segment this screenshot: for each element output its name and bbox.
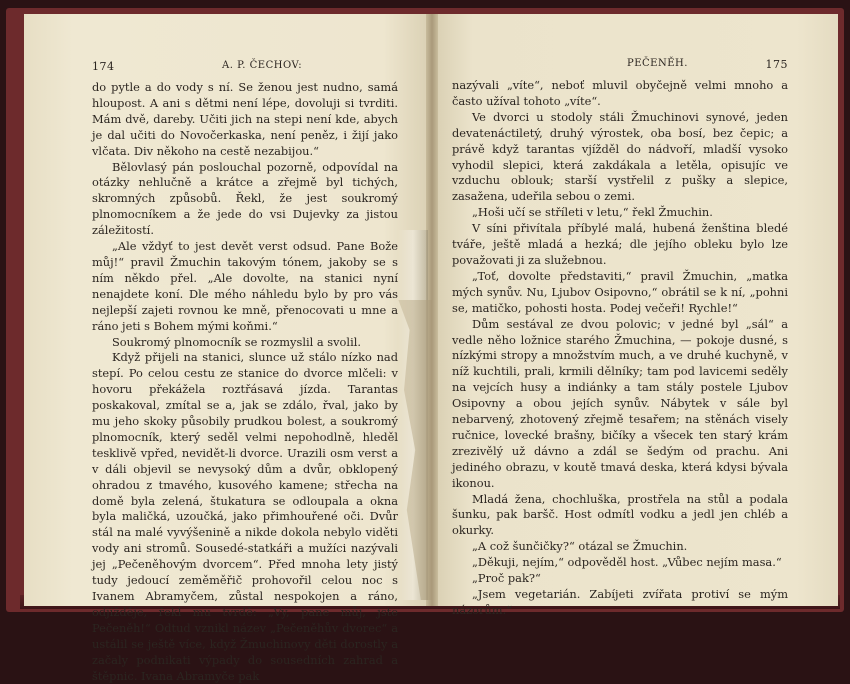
left-page bbox=[24, 14, 432, 683]
paragraph: Bělovlasý pán poslouchal pozorně, odpovídal na otázky nehlučně a krátce a zřejmě byl tichých, skromných způsobů. Řekl, že jest soukromý plnomocníkem a že jede do vsi Dujevky za jistou záležitostí. bbox=[92, 159, 398, 238]
paragraph: „A což šunčičky?“ otázal se Žmuchin. bbox=[472, 539, 688, 554]
paragraph: „Proč pak?“ bbox=[472, 571, 541, 586]
right-running-head: PEČENĚH. bbox=[627, 58, 688, 69]
right-page-number: 175 bbox=[765, 58, 788, 71]
paragraph: Ve dvorci u stodoly stáli Žmuchinovi synové, jeden devatenáctiletý, druhý výrostek, oba bosí, bez čepic; a právě když tarantas vjížděl do nádvoří, mladší vysoko vyhodil slepici, která zakdákala a letěla, opisujíc ve vzduchu oblouk; starší vystřelil z pušky a slepice, zasažena, udeřila sebou o zemi. bbox=[452, 109, 788, 204]
paragraph: Když přijeli na stanici, slunce už stálo nízko nad stepí. Po celou cestu ze stanice do dvorce mlčeli: v hovoru překážela roztřásavá jízda. Tarantas poskakoval, zmítal se a, jak se zdálo, řval, jako by mu jeho skoky působily prudkou bolest, a soukromý plnomocník, který seděl velmi nepohodlně, hleděl tesklivě vpřed, nevidět-li dvorce. Urazili osm verst a v dáli objevil se nevysoký dům a dvůr, obklopený ohradou z tmavého, kusového kamene; střecha na domě byla zelená, štukatura se odloupala a okna byla maličká, uzoučká, jako přimhouřené oči. Dvůr stál na malé vyvýšenině a nikde dokola nebylo viděti vody ani stromů. Sousedé-statkáři a mužíci nazývali jej „Pečeněhovým dvorcem“. Před mnoha lety jistý tudy jedoucí zeměměřič prohovořil celou noc s Ivanem Abramyčem, zůstal nespokojen a ráno, odjížděje, řekl mu tvrdě: „Vy, pane můj, jste Pečeněh!“ Odtud vznikl název „Pečeněhův dvorec“ a ustálil se ještě více, když Žmuchinovy děti dorostly a začaly podnikati výpady do sousedních zahrad a štěpnic. Ivana Abramyče pak bbox=[92, 350, 398, 683]
left-page-header bbox=[92, 60, 398, 74]
paragraph: „Hoši učí se stříleti v letu,“ řekl Žmuchin. bbox=[472, 205, 713, 220]
paragraph: V síni přivítala příbylé malá, hubená ženština bledé tváře, ještě mladá a hezká; dle jejího obleku bylo lze považovati ji za služebnou. bbox=[452, 221, 788, 267]
left-running-head: A. P. ČECHOV: bbox=[222, 60, 303, 71]
paragraph: do pytle a do vody s ní. Se ženou jest nudno, samá hloupost. A ani s dětmi není lépe, dovoluji si tvrditi. Mám dvě, dareby. Učiti jich na stepi není kde, abych je dal učiti do Novočerkaska, není peněz, i žijí jako vlčata. Div někoho na cestě nezabijou.“ bbox=[92, 80, 398, 158]
right-page bbox=[432, 14, 838, 617]
paragraph: Soukromý plnomocník se rozmyslil a svolil. bbox=[112, 334, 361, 349]
left-page-text bbox=[92, 80, 398, 684]
right-page-header bbox=[452, 58, 788, 72]
paragraph: nazývali „víte“, neboť mluvil obyčejně velmi mnoho a často užíval tohoto „víte“. bbox=[452, 78, 788, 108]
paragraph: „Ale vždyť to jest devět verst odsud. Pane Bože můj!“ pravil Žmuchin takovým tónem, jakoby se s ním někdo přel. „Ale dovolte, na stanici nyní nenajdete koní. Dle mého náhledu bylo by pro vás nejlepší zajeti rovnou ke mně, přenocovati u mne a ráno jeti s Bohem mými koňmi.“ bbox=[92, 239, 398, 333]
paragraph: Mladá žena, chochluška, prostřela na stůl a podala šunku, pak baršč. Host odmítl vodku a jedl jen chléb a okurky. bbox=[452, 491, 788, 538]
left-page-number: 174 bbox=[92, 60, 115, 73]
paragraph: „Toť, dovolte představiti,“ pravil Žmuchin, „matka mých synův. Nu, Ljubov Osipovno,“ obrátil se k ní, „pohni se, matičko, pohosti hosta. Podej večeři! Rychle!“ bbox=[452, 268, 788, 315]
paragraph: „Děkuji, nejím,“ odpověděl host. „Vůbec nejím masa.“ bbox=[472, 555, 782, 570]
paragraph: Dům sestával ze dvou polovic; v jedné byl „sál“ a vedle něho ložnice starého Žmuchina, — pokoje dusné, s nízkými stropy a množstvím much, a ve druhé kuchyně, v níž kuchtili, prali, krmili dělníky; tam pod lavicemi seděly na vejcích husy a indiánky a tam stály postele Ljubov Osipovny a obou jejích synův. Nábytek v sále byl nebarvený, zhotovený zřejmě tesařem; na stěnách visely ručnice, lovecké brašny, bičíky a všecek ten starý krám zrezivělý už dávno a zdál se šedým od prachu. Ani jediného obrazu, v koutě tmavá deska, která kdysi bývala ikonou. bbox=[452, 316, 788, 490]
right-page-text bbox=[452, 78, 788, 619]
paragraph: „Jsem vegetarián. Zabíjeti zvířata protiví se mým názorům.“ bbox=[452, 587, 788, 617]
